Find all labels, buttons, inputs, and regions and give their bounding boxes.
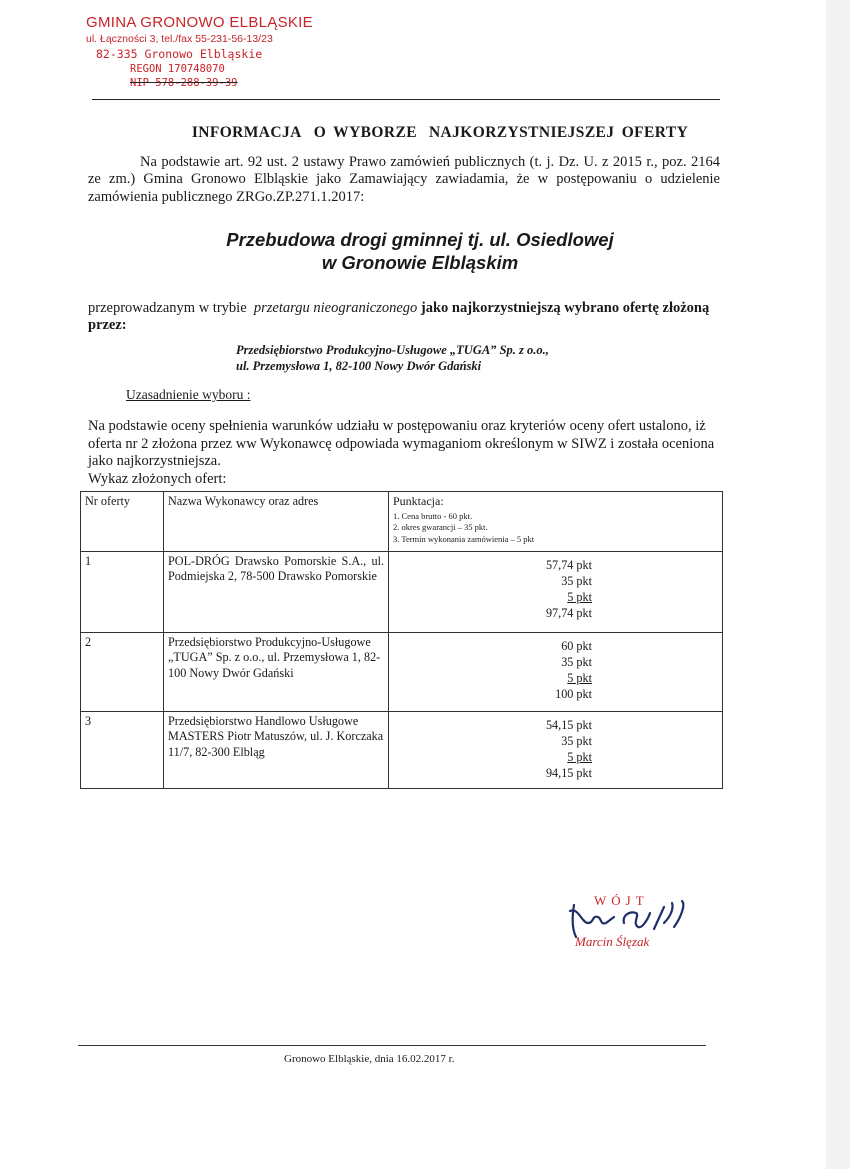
criteria-list bbox=[393, 511, 718, 545]
offer-nr: 1 bbox=[81, 552, 164, 633]
title-part-2: O WYBORZE bbox=[313, 124, 417, 141]
offer-scores bbox=[389, 552, 723, 633]
justification-label: Uzasadnienie wyboru : bbox=[126, 387, 251, 402]
scan-edge bbox=[826, 0, 850, 1169]
page-title bbox=[0, 124, 850, 142]
mode-suffix: jako najkorzystniejszą wybrano ofertę złożoną przez: bbox=[88, 300, 710, 334]
title-part-1: INFORMACJA bbox=[191, 124, 302, 141]
score-total: 94,15 pkt bbox=[545, 765, 592, 780]
stamp-line-city: 82-335 Gronowo Elbląskie bbox=[96, 46, 263, 61]
stamp-line-address: ul. Łączności 3, tel./fax 55-231-56-13/23 bbox=[86, 33, 273, 45]
winner-address: ul. Przemysłowa 1, 82-100 Nowy Dwór Gdański bbox=[236, 359, 482, 374]
score-warranty: 35 pkt bbox=[561, 573, 592, 588]
stamp-line-nip: NIP 578-288-39-39 bbox=[130, 76, 238, 89]
score-warranty: 35 pkt bbox=[561, 733, 592, 748]
score-deadline: 5 pkt bbox=[567, 670, 592, 685]
criterion-deadline: 3. Termin wykonania zamówienia – 5 pkt bbox=[393, 533, 535, 544]
signature-name: Marcin Ślęzak bbox=[575, 934, 650, 949]
table-header-row bbox=[81, 492, 723, 552]
intro-text: Na podstawie art. 92 ust. 2 ustawy Prawo zamówień publicznych (t. j. Dz. U. z 2015 r., poz. 2164 ze zm.) Gmina Gronowo Elbląskie jako Zamawiający zawiadamia, że w postępowaniu o udzielenie zamówienia publicznego ZRGo.ZP.271.1.2017: bbox=[88, 154, 720, 205]
offer-contractor: Przedsiębiorstwo Handlowo Usługowe MASTERS Piotr Matuszów, ul. J. Korczaka 11/7, 82-300 Elbląg bbox=[164, 712, 389, 789]
offer-scores bbox=[389, 633, 723, 712]
mode-name: przetargu nieograniczonego bbox=[253, 300, 418, 316]
score-deadline: 5 pkt bbox=[567, 749, 592, 764]
header-nr: Nr oferty bbox=[81, 492, 164, 552]
header-divider bbox=[92, 99, 720, 100]
score-deadline: 5 pkt bbox=[567, 589, 592, 604]
winning-contractor bbox=[236, 342, 656, 375]
mode-prefix: przeprowadzanym w trybie bbox=[88, 300, 247, 316]
intro-paragraph bbox=[88, 154, 720, 206]
subject-line-2: w Gronowie Elbląskim bbox=[321, 252, 519, 274]
footer-place-date: Gronowo Elbląskie, dnia 16.02.2017 r. bbox=[284, 1053, 455, 1065]
justification-text: Na podstawie oceny spełnienia warunków udziału w postępowaniu oraz kryteriów oceny ofert ustalono, iż oferta nr 2 złożona przez ww Wykonawcę odpowiada wymaganiom określonym w SIWZ i została oceniona jako najkorzystniejsza. bbox=[88, 418, 715, 470]
winner-name: Przedsiębiorstwo Produkcyjno-Usługowe „TUGA” Sp. z o.o., bbox=[236, 343, 549, 357]
header-name: Nazwa Wykonawcy oraz adres bbox=[164, 492, 389, 552]
score-price: 57,74 pkt bbox=[545, 558, 592, 572]
score-warranty: 35 pkt bbox=[561, 654, 592, 669]
score-total: 100 pkt bbox=[555, 686, 592, 701]
score-price: 54,15 pkt bbox=[545, 718, 592, 732]
offers-table bbox=[80, 491, 723, 789]
criterion-warranty: 2. okres gwarancji – 35 pkt. bbox=[393, 522, 488, 533]
footer-divider bbox=[78, 1045, 706, 1046]
table-row bbox=[81, 552, 723, 633]
subject-line-1: Przebudowa drogi gminnej tj. ul. Osiedlowej bbox=[226, 229, 614, 250]
table-row bbox=[81, 633, 723, 712]
score-total: 97,74 pkt bbox=[545, 605, 592, 620]
offers-list-label: Wykaz złożonych ofert: bbox=[88, 471, 227, 488]
stamp-line-name: GMINA GRONOWO ELBLĄSKIE bbox=[86, 14, 313, 31]
offer-contractor: POL-DRÓG Drawsko Pomorskie S.A., ul. Podmiejska 2, 78-500 Drawsko Pomorskie bbox=[164, 552, 389, 633]
offer-scores bbox=[389, 712, 723, 789]
title-part-3: NAJKORZYSTNIEJSZEJ OFERTY bbox=[428, 124, 689, 141]
table-row bbox=[81, 712, 723, 789]
procedure-mode bbox=[88, 300, 720, 335]
offer-contractor: Przedsiębiorstwo Produkcyjno-Usługowe „TUGA” Sp. z o.o., ul. Przemysłowa 1, 82-100 Nowy Dwór Gdański bbox=[164, 633, 389, 712]
score-price: 60 pkt bbox=[561, 639, 592, 653]
stamp-line-regon: REGON 170748070 bbox=[130, 63, 225, 76]
criterion-price: 1. Cena brutto - 60 pkt. bbox=[393, 511, 473, 521]
signature-title: WÓJT bbox=[594, 893, 649, 908]
municipality-stamp bbox=[86, 14, 316, 90]
header-points bbox=[389, 492, 723, 552]
offer-nr: 3 bbox=[81, 712, 164, 789]
offer-nr: 2 bbox=[81, 633, 164, 712]
points-title: Punktacja: bbox=[393, 494, 444, 508]
contract-subject bbox=[160, 228, 680, 274]
justification bbox=[88, 418, 720, 489]
